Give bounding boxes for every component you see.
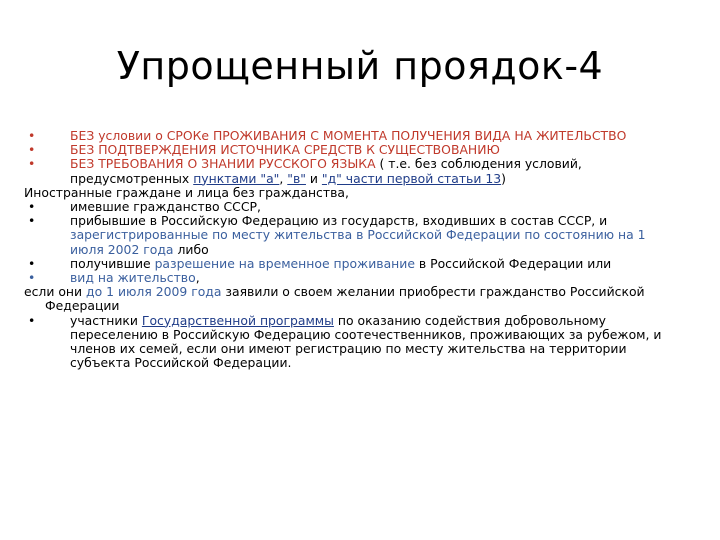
item-text-tail: либо	[173, 241, 209, 257]
item-text-tail: по оказанию содействия добровольному переселению в Российскую Федерацию соотечественников, проживающих за рубежом, и членов их семей, если они имеют регистрацию по месту жительства на территории субъекта Российской Федерации.	[70, 312, 662, 371]
list-item	[20, 271, 680, 285]
item-text: имевшие гражданство СССР,	[70, 199, 261, 215]
item-text: БЕЗ ПОДТВЕРЖДЕНИЯ ИСТОЧНИКА СРЕДСТВ К СУЩЕСТВОВАНИЮ	[70, 142, 500, 158]
list-item	[20, 314, 680, 371]
list-item	[20, 214, 680, 257]
item-text-tail: в Российской Федерации или	[414, 255, 612, 271]
item-text-red: БЕЗ ТРЕБОВАНИЯ О ЗНАНИИ РУССКОГО ЯЗЫКА	[70, 156, 380, 172]
item-text: участники	[70, 312, 142, 328]
item-text: получившие	[70, 255, 155, 271]
item-text-blue: вид на жительство	[70, 270, 196, 286]
item-sep: ,	[279, 170, 288, 186]
link-item-d[interactable]: "д" части первой статьи 13	[321, 170, 502, 186]
list-item	[20, 157, 680, 185]
list-item	[20, 129, 680, 143]
slide-title: Упрощенный проядок-4	[116, 44, 604, 88]
list-item	[20, 143, 680, 157]
link-state-program[interactable]: Государственной программы	[141, 312, 334, 328]
paragraph	[20, 186, 680, 200]
link-item-a[interactable]: пунктами "а"	[193, 170, 280, 186]
bullet-icon: •	[28, 142, 36, 158]
item-text: БЕЗ условии о СРОКе ПРОЖИВАНИЯ С МОМЕНТА ПОЛУЧЕНИЯ ВИДА НА ЖИТЕЛЬСТВО	[70, 128, 627, 143]
bullet-icon: •	[28, 199, 36, 215]
item-text: ( т.е. без соблюдения условий, предусмотренных	[70, 156, 582, 186]
bullet-icon: •	[28, 213, 36, 229]
bullet-icon: •	[28, 156, 36, 172]
item-text: прибывшие в Российскую Федерацию из государств, входивших в состав СССР, и	[70, 213, 608, 229]
paragraph	[20, 285, 680, 313]
list-item	[20, 257, 680, 271]
item-close: )	[501, 170, 506, 186]
item-sep: и	[305, 170, 322, 186]
bullet-icon: •	[28, 255, 36, 271]
bullet-icon: •	[28, 270, 36, 286]
item-text-blue: разрешение на временное проживание	[154, 255, 415, 271]
paragraph-text: если они	[24, 284, 87, 300]
list-item	[20, 200, 680, 214]
item-text-tail: ,	[195, 270, 200, 286]
paragraph-text-tail: заявили о своем желании приобрести гражданство Российской Федерации	[45, 284, 645, 314]
paragraph-text-blue: до 1 июля 2009 года	[86, 284, 222, 300]
bullet-icon: •	[28, 312, 36, 328]
link-item-v[interactable]: "в"	[287, 170, 306, 186]
paragraph-text: Иностранные граждане и лица без гражданства,	[24, 184, 349, 200]
slide-body	[20, 129, 680, 370]
bullet-icon: •	[28, 128, 36, 143]
item-text-blue: зарегистрированные по месту жительства в Российской Федерации по состоянию на 1 июля 2002 года	[70, 227, 646, 257]
